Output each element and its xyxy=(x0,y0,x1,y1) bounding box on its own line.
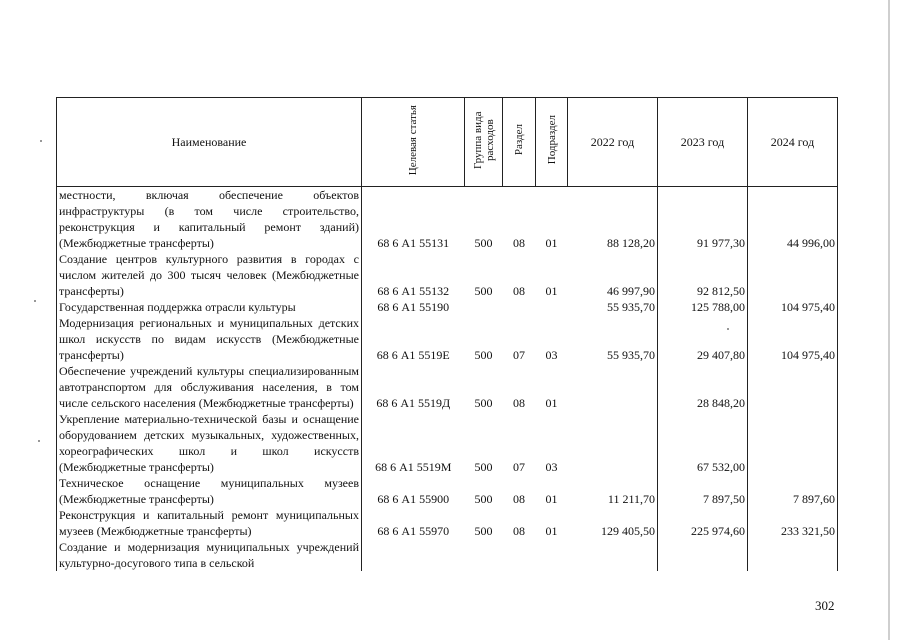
row-name: Реконструкция и капитальный ремонт муниципальных музеев (Межбюджетные трансферты) xyxy=(57,507,362,539)
row-name: Модернизация региональных и муниципальных детских школ искусств по видам искусств (Межбюджетные трансферты) xyxy=(57,315,362,363)
row-target-article: 68 6 А1 55131 xyxy=(377,236,450,250)
row-expense-group: 500 xyxy=(474,348,493,362)
row-section: 08 xyxy=(513,396,525,410)
row-value-2023: 7 897,50 xyxy=(658,475,748,507)
row-section xyxy=(503,299,536,315)
row-target-article xyxy=(362,539,465,571)
row-target-article: 68 6 А1 55190 xyxy=(377,300,450,314)
row-section: 07 xyxy=(513,460,525,474)
table-row xyxy=(57,187,838,252)
row-value-2024: 44 996,00 xyxy=(748,187,838,252)
row-expense-group: 500 xyxy=(474,524,493,538)
row-target-article: 68 6 А1 5519Д xyxy=(376,396,451,410)
row-name: Укрепление материально-технической базы и оснащение оборудованием детских музыкальных, художественных, хореографических школ и школ искусств (Межбюджетные трансферты) xyxy=(57,411,362,475)
row-section: 08 xyxy=(513,492,525,506)
row-subsection: 01 xyxy=(545,492,558,506)
row-value-2023: 28 848,20 xyxy=(658,363,748,411)
row-subsection xyxy=(536,539,568,571)
table-header xyxy=(57,98,838,187)
header-year-2023: 2023 год xyxy=(658,98,748,187)
row-target-article: 68 6 А1 55900 xyxy=(377,492,450,506)
row-value-2023: 92 812,50 xyxy=(658,251,748,299)
table-row xyxy=(57,315,838,363)
page-number: 302 xyxy=(815,598,835,613)
row-section: 08 xyxy=(513,284,525,298)
row-expense-group xyxy=(465,299,503,315)
header-expense-group: Группа вида расходов xyxy=(465,98,503,187)
row-section: 08 xyxy=(513,524,525,538)
row-value-2022: 55 935,70 xyxy=(568,299,658,315)
row-value-2023 xyxy=(658,539,748,571)
row-value-2022 xyxy=(568,363,658,411)
row-value-2023: 225 974,60 xyxy=(658,507,748,539)
scan-speck xyxy=(40,140,42,142)
row-subsection: 03 xyxy=(545,348,558,362)
row-target-article: 68 6 А1 55970 xyxy=(377,524,450,538)
scan-speck xyxy=(38,440,40,442)
row-subsection: 01 xyxy=(545,396,558,410)
row-value-2024: 7 897,60 xyxy=(748,475,838,507)
header-year-2022: 2022 год xyxy=(568,98,658,187)
row-target-article: 68 6 А1 55132 xyxy=(377,284,450,298)
row-value-2022: 46 997,90 xyxy=(568,251,658,299)
row-target-article: 68 6 А1 5519М xyxy=(375,460,452,474)
row-section: 07 xyxy=(513,348,525,362)
row-value-2023: 67 532,00 xyxy=(658,411,748,475)
row-value-2023: 91 977,30 xyxy=(658,187,748,252)
table-body xyxy=(57,187,838,572)
row-value-2024 xyxy=(748,411,838,475)
row-value-2022 xyxy=(568,411,658,475)
row-subsection: 01 xyxy=(545,284,558,298)
row-expense-group: 500 xyxy=(474,492,493,506)
row-value-2023: 29 407,80 xyxy=(658,315,748,363)
scan-speck xyxy=(34,300,36,302)
table-row xyxy=(57,539,838,571)
row-expense-group: 500 xyxy=(474,236,493,250)
budget-table xyxy=(56,97,838,571)
row-value-2024 xyxy=(748,363,838,411)
page-edge-line xyxy=(888,0,890,640)
row-value-2022: 88 128,20 xyxy=(568,187,658,252)
table-row xyxy=(57,507,838,539)
row-name: Государственная поддержка отрасли культуры xyxy=(57,299,362,315)
header-subsection: Подраздел xyxy=(536,98,568,187)
row-value-2022: 55 935,70 xyxy=(568,315,658,363)
row-name: Обеспечение учреждений культуры специализированным автотранспортом для обслуживания населения, в том числе сельского населения (Межбюджетные трансферты) xyxy=(57,363,362,411)
row-name: местности, включая обеспечение объектов инфраструктуры (в том числе строительство, реконструкция и капитальный ремонт зданий) (Межбюджетные трансферты) xyxy=(57,187,362,252)
header-target-article: Целевая статья xyxy=(362,98,465,187)
row-value-2022: 129 405,50 xyxy=(568,507,658,539)
row-value-2024: 104 975,40 xyxy=(748,315,838,363)
table-row xyxy=(57,251,838,299)
row-subsection xyxy=(536,299,568,315)
row-subsection: 01 xyxy=(545,236,558,250)
row-expense-group: 500 xyxy=(474,460,493,474)
row-name: Создание центров культурного развития в городах с числом жителей до 300 тысяч человек (Межбюджетные трансферты) xyxy=(57,251,362,299)
row-section: 08 xyxy=(513,236,525,250)
row-expense-group xyxy=(465,539,503,571)
table-row xyxy=(57,363,838,411)
row-subsection: 01 xyxy=(545,524,558,538)
row-value-2024: 233 321,50 xyxy=(748,507,838,539)
table-row xyxy=(57,299,838,315)
row-value-2024 xyxy=(748,251,838,299)
row-value-2023: 125 788,00 xyxy=(658,299,748,315)
row-value-2022: 11 211,70 xyxy=(568,475,658,507)
table-row xyxy=(57,411,838,475)
row-name: Создание и модернизация муниципальных учреждений культурно-досугового типа в сельской xyxy=(57,539,362,571)
row-expense-group: 500 xyxy=(474,396,493,410)
table-row xyxy=(57,475,838,507)
header-name: Наименование xyxy=(57,98,362,187)
row-value-2024: 104 975,40 xyxy=(748,299,838,315)
row-value-2024 xyxy=(748,539,838,571)
row-section xyxy=(503,539,536,571)
row-value-2022 xyxy=(568,539,658,571)
header-year-2024: 2024 год xyxy=(748,98,838,187)
row-subsection: 03 xyxy=(545,460,558,474)
header-section: Раздел xyxy=(503,98,536,187)
row-expense-group: 500 xyxy=(474,284,493,298)
row-target-article: 68 6 А1 5519Е xyxy=(376,348,450,362)
row-name: Техническое оснащение муниципальных музеев (Межбюджетные трансферты) xyxy=(57,475,362,507)
